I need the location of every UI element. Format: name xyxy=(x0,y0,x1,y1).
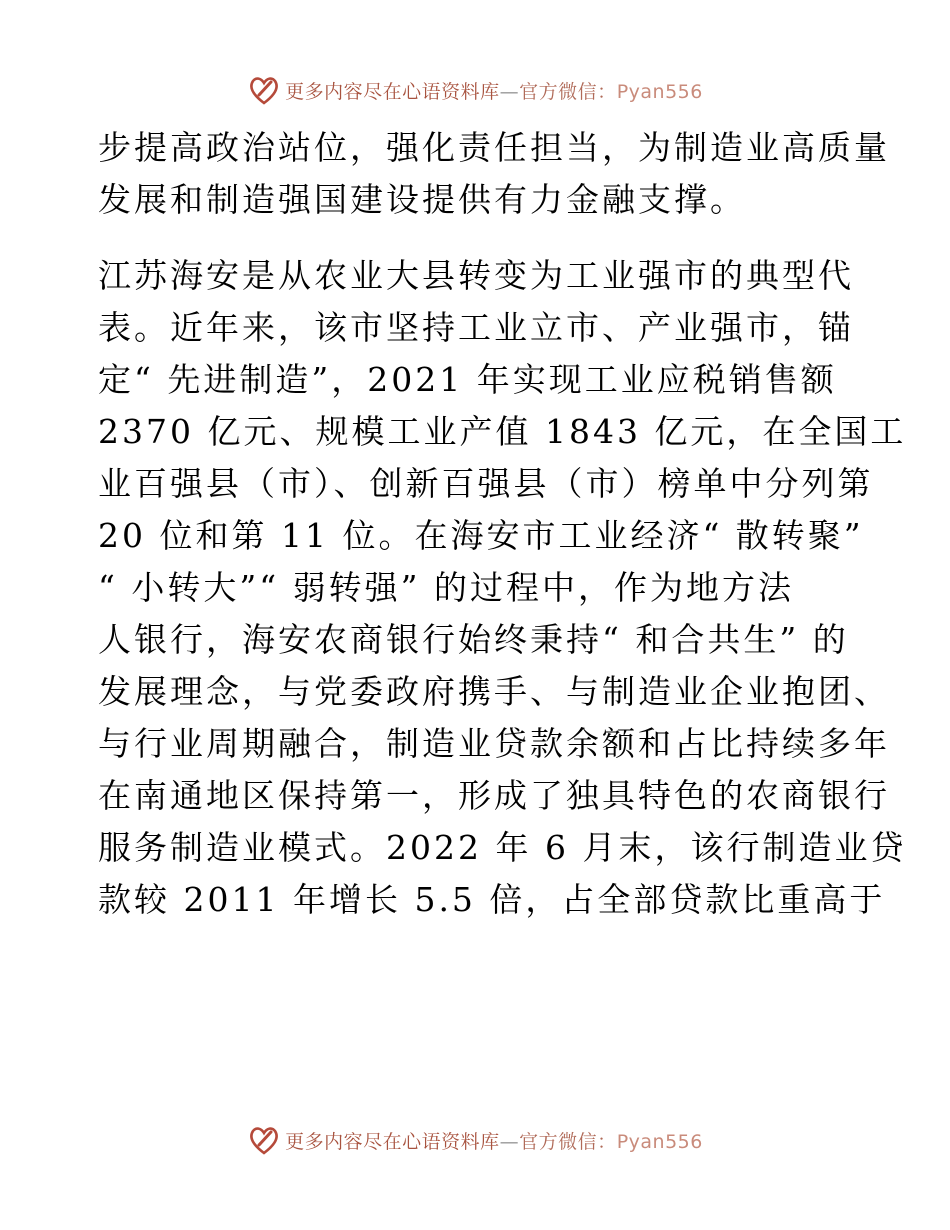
watermark-wechat-label: 官方微信： xyxy=(519,80,617,103)
watermark-wechat-label: 官方微信： xyxy=(519,1130,617,1153)
text-line: 与行业周期融合，制造业贷款余额和占比持续多年 xyxy=(98,724,890,763)
paragraph-2 xyxy=(98,250,907,926)
text-line: 定“ 先进制造”，2021 年实现工业应税销售额 xyxy=(98,360,837,399)
watermark-account: Pyan556 xyxy=(616,1130,703,1153)
watermark-separator: — xyxy=(499,80,520,103)
text-line: 款较 2011 年增长 5.5 倍，占全部贷款比重高于 xyxy=(98,880,886,919)
watermark-separator: — xyxy=(499,1130,520,1153)
text-line: 江苏海安是从农业大县转变为工业强市的典型代 xyxy=(98,256,854,295)
text-line: 服务制造业模式。2022 年 6 月末，该行制造业贷 xyxy=(98,828,907,867)
document-body xyxy=(98,122,907,926)
text-line: 业百强县（市）、创新百强县（市）榜单中分列第 xyxy=(98,464,874,503)
text-line: “ 小转大”“ 弱转强” 的过程中，作为地方法 xyxy=(98,568,794,607)
text-line: 发展和制造强国建设提供有力金融支撑。 xyxy=(98,180,746,219)
text-line: 2370 亿元、规模工业产值 1843 亿元，在全国工 xyxy=(98,412,907,451)
watermark-text: 更多内容尽在心语资料库 xyxy=(285,1130,500,1153)
text-line: 步提高政治站位，强化责任担当，为制造业高质量 xyxy=(98,128,890,167)
footer-watermark xyxy=(0,1120,950,1160)
text-line: 人银行，海安农商银行始终秉持“ 和合共生” 的 xyxy=(98,620,849,659)
text-line: 在南通地区保持第一，形成了独具特色的农商银行 xyxy=(98,776,890,815)
heart-pen-logo-icon xyxy=(247,1123,281,1157)
text-line: 发展理念，与党委政府携手、与制造业企业抱团、 xyxy=(98,672,890,711)
watermark-text: 更多内容尽在心语资料库 xyxy=(285,80,500,103)
paragraph-1 xyxy=(98,122,890,226)
watermark-account: Pyan556 xyxy=(616,80,703,103)
header-watermark xyxy=(0,70,950,110)
text-line: 表。近年来，该市坚持工业立市、产业强市，锚 xyxy=(98,308,854,347)
heart-pen-logo-icon xyxy=(247,73,281,107)
text-line: 20 位和第 11 位。在海安市工业经济“ 散转聚” xyxy=(98,516,864,555)
